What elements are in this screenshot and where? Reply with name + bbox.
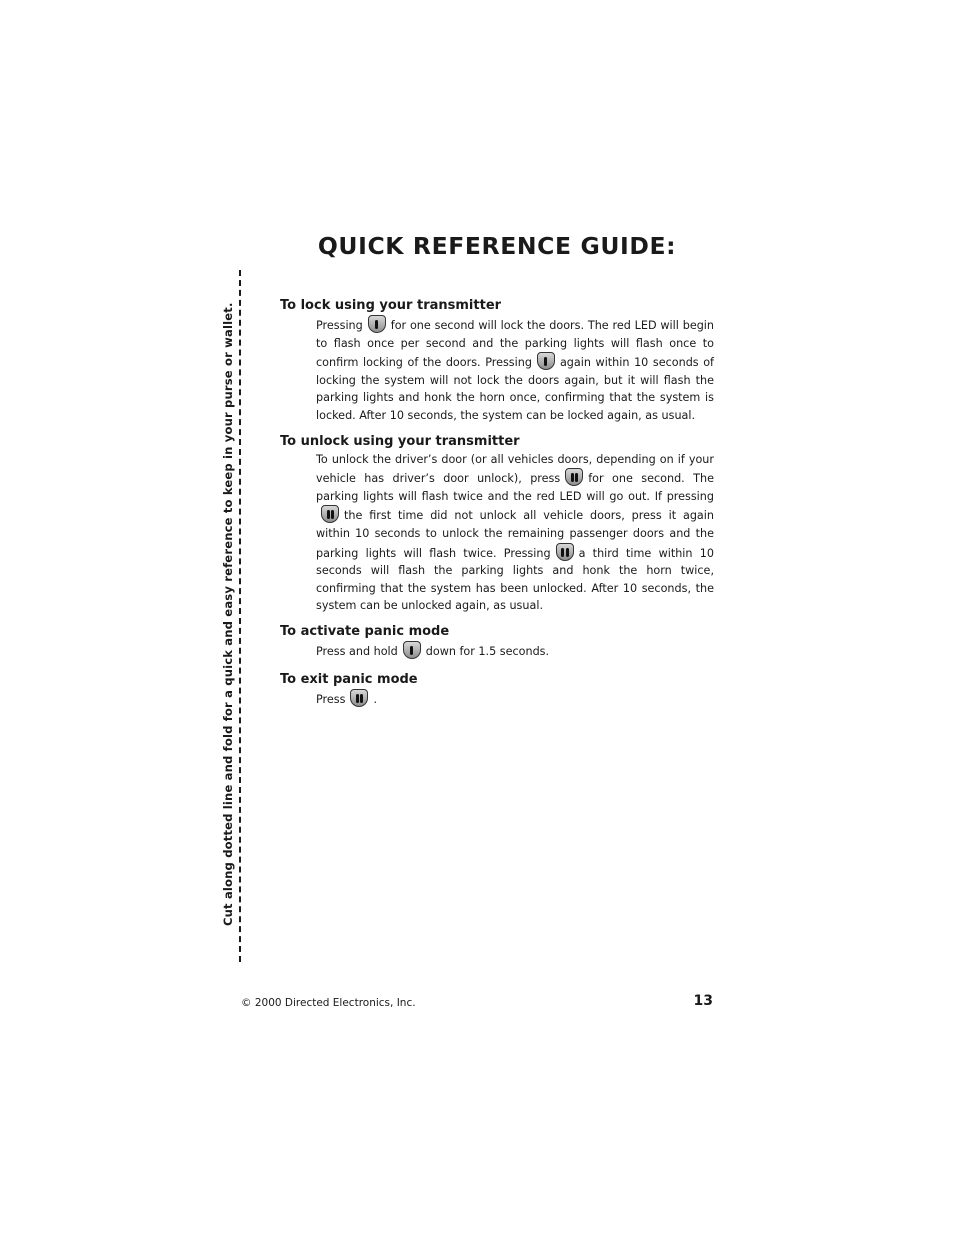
section-lock [280, 297, 714, 425]
unlock-button-icon [321, 505, 339, 523]
guide-content [280, 297, 714, 708]
body-text: the first time did not unlock all vehicle doors, press it again within 10 seconds to unlock the remaining passenger doors and the parking lights will flash twice. Pressing [316, 509, 714, 560]
section-body [316, 641, 714, 661]
body-text: . [373, 692, 378, 706]
section-heading: To unlock using your transmitter [280, 433, 520, 449]
copyright: © 2000 Directed Electronics, Inc. [241, 997, 416, 1009]
section-heading: To lock using your transmitter [280, 298, 502, 313]
section-panic-exit [280, 671, 714, 709]
unlock-button-icon [565, 468, 583, 486]
body-text: To unlock the driver’s door (or all vehicles doors, depending on if your vehicle has driver’s door unlock), press [316, 452, 714, 486]
unlock-button-icon [350, 689, 368, 707]
lock-button-icon [403, 641, 421, 659]
body-text: Pressing [316, 319, 363, 332]
cut-instruction-text: Cut along dotted line and fold for a quick and easy reference to keep in your purse or wallet. [221, 302, 235, 926]
body-text: down for 1.5 seconds. [425, 644, 550, 658]
dotted-cut-line [239, 270, 241, 962]
body-text: for one second. The parking lights will flash twice and the red LED will go out. If pressing [316, 472, 714, 503]
section-body [316, 451, 714, 615]
body-text: a third time within 10 seconds will flash the parking lights and honk the horn twice, confirming that the system has been unlocked. After 10 seconds, the system can be unlocked again, as usual. [316, 546, 715, 613]
section-heading: To exit panic mode [280, 671, 418, 687]
body-text: Press and hold [316, 644, 398, 658]
section-unlock [280, 433, 714, 615]
body-text: Press [316, 692, 346, 706]
section-body [316, 315, 714, 425]
unlock-button-icon [556, 543, 574, 561]
section-panic-activate [280, 623, 714, 661]
page-number: 13 [693, 993, 713, 1009]
section-body [316, 689, 714, 709]
body-text: for one second will lock the doors. The red LED will begin to flash once per second and the parking lights will flash once to confirm locking of the doors. Pressing [316, 319, 714, 370]
body-text: again within 10 seconds of locking the system will not lock the doors again, but it will flash the parking lights and honk the horn once, confirming that the system is locked. After 10 seconds, the system can be locked again, as usual. [316, 356, 714, 422]
lock-button-icon [368, 315, 386, 333]
section-heading: To activate panic mode [280, 623, 450, 639]
lock-button-icon [537, 352, 555, 370]
page-title: QUICK REFERENCE GUIDE: [317, 232, 677, 260]
